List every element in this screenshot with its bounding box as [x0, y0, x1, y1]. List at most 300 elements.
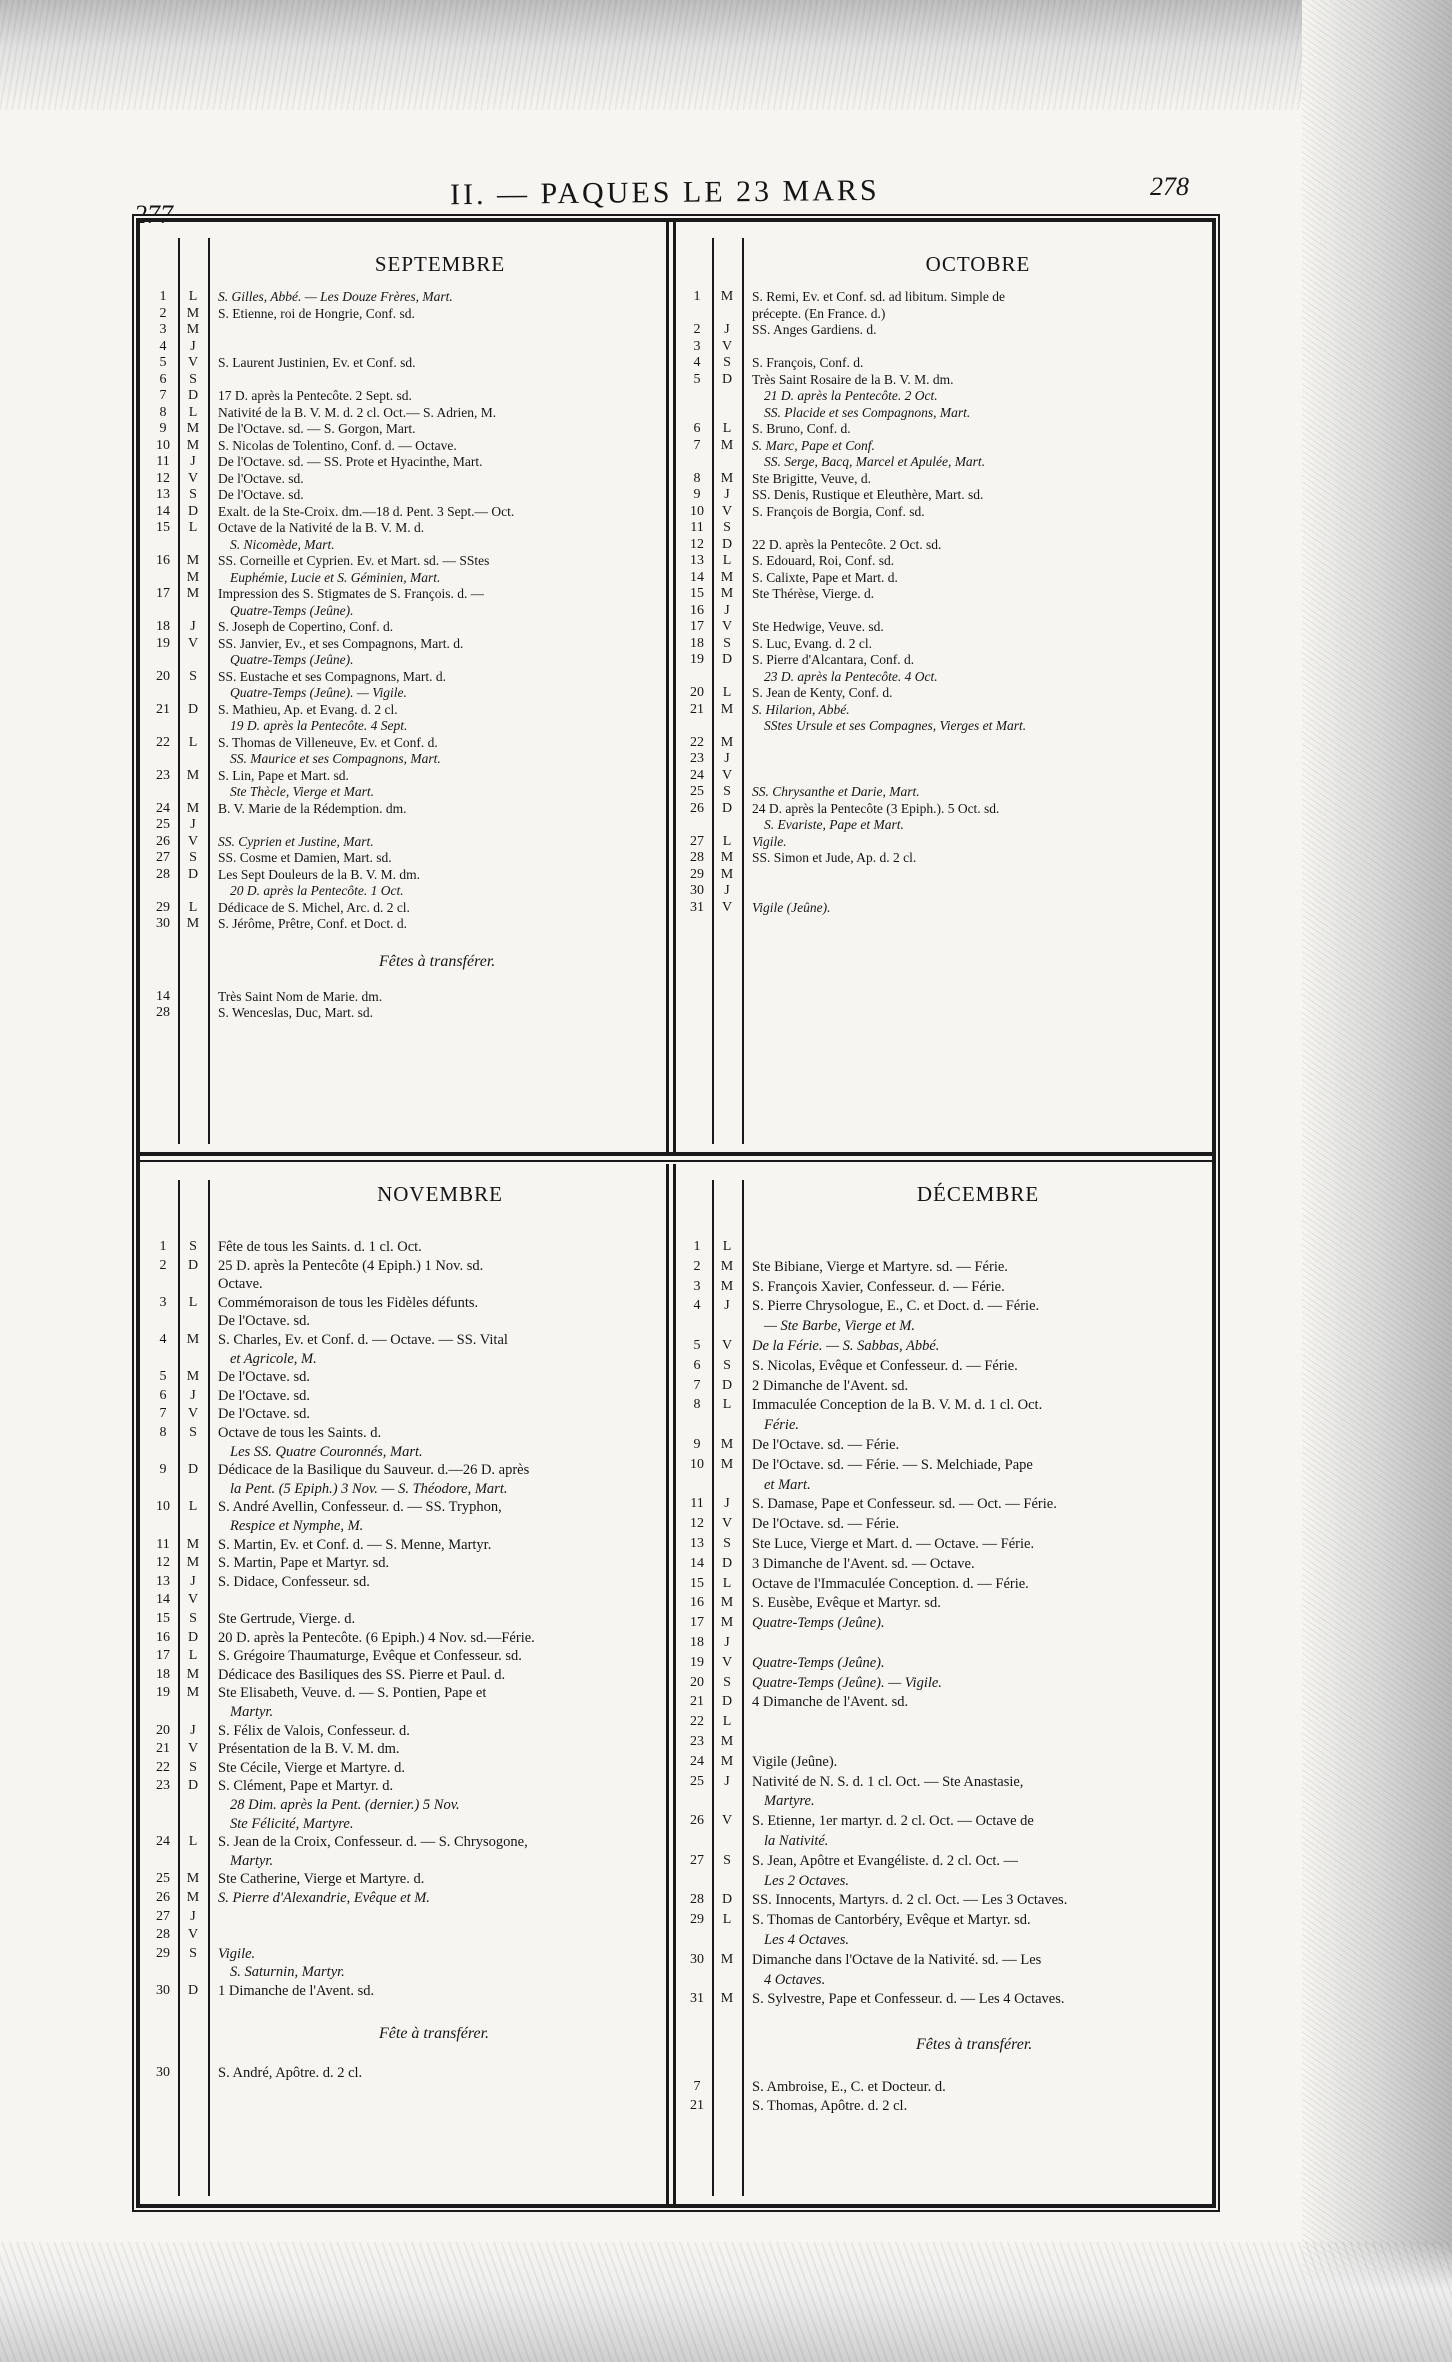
- day-number: 26: [690, 800, 704, 816]
- entry-text: 4 Octaves.: [764, 1972, 826, 1987]
- entry-text: Très Saint Rosaire de la B. V. M. dm.: [752, 372, 954, 387]
- calendar-entry: [674, 1577, 1212, 1597]
- entry-text: S. Evariste, Pape et Mart.: [764, 818, 904, 832]
- entry-text: Dédicace des Basiliques des SS. Pierre et Paul. d.: [218, 1667, 506, 1682]
- month-panel-decembre: [674, 1164, 1212, 2204]
- month-panel-octobre: [674, 222, 1212, 1152]
- entry-text: S. Wenceslas, Duc, Mart. sd.: [218, 1005, 374, 1021]
- calendar-entry: [140, 521, 670, 538]
- calendar-entry: [140, 1984, 670, 2003]
- weekday-letter: V: [721, 338, 733, 354]
- calendar-entry: [140, 1593, 670, 1612]
- entry-text: S. Marc, Pape et Conf.: [752, 438, 875, 453]
- calendar-entry: [674, 1418, 1212, 1438]
- day-number: 7: [693, 2078, 701, 2094]
- day-number: 13: [156, 1573, 170, 1589]
- entry-text: De l'Octave. sd. — Férie. — S. Melchiade, Pape: [752, 1457, 1033, 1472]
- entry-text: S. Bruno, Conf. d.: [752, 422, 851, 436]
- entry-text: Octave.: [218, 1277, 263, 1292]
- weekday-letter: D: [187, 866, 199, 882]
- weekday-letter: L: [722, 421, 732, 436]
- day-number: 14: [156, 503, 170, 519]
- day-number: 30: [690, 1951, 704, 1967]
- calendar-entry: [140, 373, 670, 390]
- entry-text: Quatre-Temps (Jeûne). — Vigile.: [752, 1675, 942, 1690]
- weekday-letter: M: [186, 1890, 200, 1905]
- weekday-letter: D: [721, 371, 733, 387]
- day-number: 19: [156, 635, 170, 651]
- calendar-frame: [136, 218, 1216, 2208]
- weekday-letter: J: [190, 454, 196, 469]
- entry-text: 22 D. après la Pentecôte. 2 Oct. sd.: [752, 537, 942, 552]
- weekday-letter: D: [721, 1555, 733, 1571]
- day-number: 15: [156, 520, 170, 535]
- entry-text: SStes Ursule et ses Compagnes, Vierges et Mart.: [764, 719, 1027, 733]
- entry-text: S. Laurent Justinien, Ev. et Conf. sd.: [218, 356, 416, 370]
- calendar-entry: [674, 290, 1212, 307]
- entry-text: Commémoraison de tous les Fidèles défunts.: [218, 1295, 479, 1310]
- day-number: 2: [693, 1258, 701, 1274]
- day-number: 3: [159, 322, 167, 337]
- entry-text: 25 D. après la Pentecôte (4 Epiph.) 1 Nov. sd.: [218, 1258, 484, 1273]
- day-number: 21: [156, 1741, 170, 1757]
- weekday-letter: L: [722, 833, 732, 849]
- calendar-entry: [140, 290, 670, 307]
- calendar-entry: [674, 802, 1212, 819]
- day-number: 15: [690, 586, 704, 601]
- calendar-entry: [140, 1835, 670, 1854]
- day-number: 22: [156, 1759, 170, 1775]
- day-number: 26: [156, 1890, 170, 1905]
- day-number: 4: [693, 355, 701, 370]
- calendar-entry: [674, 1874, 1212, 1894]
- calendar-entry: [674, 719, 1212, 736]
- calendar-entry: [140, 901, 670, 918]
- entry-text: S. Sylvestre, Pape et Confesseur. d. — Les 4 Octaves.: [752, 1992, 1065, 2007]
- section-divider-thin: [140, 1160, 1212, 1162]
- day-number: 27: [690, 833, 704, 849]
- entry-text: S. Pierre d'Alcantara, Conf. d.: [752, 653, 915, 667]
- calendar-entry: [140, 1854, 670, 1873]
- weekday-letter: S: [189, 1239, 197, 1254]
- day-number: 14: [690, 1555, 704, 1571]
- weekday-letter: J: [190, 338, 196, 354]
- entry-text: S. Edouard, Roi, Conf. sd.: [752, 554, 895, 568]
- entry-text: précepte. (En France. d.): [752, 306, 886, 321]
- day-number: 1: [159, 1239, 167, 1254]
- day-number: 8: [159, 1425, 167, 1440]
- calendar-entry: [140, 1333, 670, 1352]
- entry-text: et Mart.: [764, 1477, 811, 1492]
- month-title: SEPTEMBRE: [374, 252, 506, 276]
- calendar-entry: [140, 604, 670, 621]
- weekday-letter: L: [188, 289, 198, 304]
- entry-text: S. Martin, Ev. et Conf. d. — S. Menne, Martyr.: [218, 1537, 492, 1552]
- weekday-letter: M: [186, 1666, 200, 1682]
- weekday-letter: D: [721, 1377, 733, 1393]
- entry-text: 23 D. après la Pentecôte. 4 Oct.: [764, 669, 938, 684]
- entry-text: Nativité de N. S. d. 1 cl. Oct. — Ste Anastasie,: [752, 1774, 1024, 1789]
- calendar-entry: [674, 703, 1212, 720]
- calendar-entry: [140, 554, 670, 571]
- calendar-entry: [674, 1755, 1212, 1775]
- calendar-entry: [140, 389, 670, 406]
- entry-text: De l'Octave. sd.: [218, 471, 304, 486]
- day-number: 24: [690, 1753, 704, 1769]
- weekday-letter: V: [721, 1654, 733, 1670]
- calendar-entry: [140, 1668, 670, 1687]
- entry-text: 21 D. après la Pentecôte. 2 Oct.: [764, 389, 938, 403]
- entry-text: S. Ambroise, E., C. et Docteur. d.: [752, 2078, 946, 2095]
- calendar-entry: [140, 307, 670, 324]
- calendar-entry: [674, 1339, 1212, 1359]
- calendar-entry: [140, 1649, 670, 1668]
- day-number: 21: [690, 1694, 704, 1710]
- weekday-letter: S: [189, 850, 197, 865]
- calendar-entry: [140, 455, 670, 472]
- calendar-entry: [674, 1616, 1212, 1636]
- weekday-letter: J: [724, 602, 730, 618]
- calendar-entry: [140, 1556, 670, 1575]
- weekday-letter: L: [188, 734, 198, 750]
- weekday-letter: V: [721, 619, 733, 634]
- day-number: 28: [156, 1005, 170, 1021]
- calendar-entry: [674, 670, 1212, 687]
- day-number: 25: [156, 1871, 170, 1887]
- weekday-letter: L: [722, 1714, 732, 1730]
- weekday-letter: M: [720, 1278, 734, 1294]
- entry-text: De l'Octave. sd.: [218, 1314, 310, 1329]
- entry-text: Vigile (Jeûne).: [752, 900, 831, 915]
- day-number: 10: [156, 1499, 170, 1515]
- weekday-letter: V: [187, 635, 199, 651]
- weekday-letter: L: [188, 404, 198, 420]
- calendar-entry: [674, 1319, 1212, 1339]
- calendar-entry: [140, 703, 670, 720]
- transfer-entry: [674, 2099, 1212, 2119]
- calendar-entry: [140, 719, 670, 736]
- calendar-entry: [140, 1686, 670, 1705]
- entry-text: SS. Janvier, Ev., et ses Compagnons, Mart. d.: [218, 636, 464, 651]
- calendar-entry: [674, 1438, 1212, 1458]
- day-number: 3: [693, 1278, 701, 1294]
- weekday-letter: L: [722, 1239, 732, 1254]
- weekday-letter: V: [721, 767, 733, 783]
- entry-text: S. Etienne, roi de Hongrie, Conf. sd.: [218, 306, 415, 321]
- weekday-letter: V: [721, 899, 733, 915]
- calendar-entry: [674, 455, 1212, 472]
- entry-text: 4 Dimanche de l'Avent. sd.: [752, 1695, 909, 1710]
- day-number: 18: [690, 635, 704, 651]
- entry-text: Ste Cécile, Vierge et Martyre. d.: [218, 1760, 406, 1775]
- day-number: 7: [693, 437, 701, 453]
- entry-text: 24 D. après la Pentecôte (3 Epiph.). 5 Oct. sd.: [752, 801, 1000, 816]
- calendar-entry: [674, 521, 1212, 538]
- day-number: 28: [690, 850, 704, 865]
- day-number: 1: [693, 289, 701, 304]
- entry-text: Les Sept Douleurs de la B. V. M. dm.: [218, 867, 420, 882]
- day-number: 14: [156, 988, 170, 1004]
- day-number: 3: [693, 338, 701, 354]
- weekday-letter: S: [723, 1852, 731, 1868]
- calendar-entry: [140, 356, 670, 373]
- entry-text: S. Jean, Apôtre et Evangéliste. d. 2 cl. Oct. —: [752, 1853, 1019, 1868]
- day-number: 4: [693, 1298, 701, 1314]
- calendar-entry: [674, 1913, 1212, 1933]
- transfer-heading: Fêtes à transférer.: [916, 2035, 1033, 2053]
- calendar-entry: [140, 1798, 670, 1817]
- calendar-entry: [674, 1775, 1212, 1795]
- day-number: 19: [690, 1654, 704, 1670]
- day-number: 29: [690, 1912, 704, 1928]
- calendar-entry: [140, 1779, 670, 1798]
- day-number: 17: [690, 1615, 704, 1631]
- day-number: 16: [690, 602, 704, 618]
- entry-text: SS. Eustache et ses Compagnons, Mart. d.: [218, 669, 446, 684]
- day-number: 24: [156, 800, 170, 816]
- weekday-letter: J: [190, 817, 196, 832]
- calendar-entry: [674, 1497, 1212, 1517]
- calendar-entry: [674, 851, 1212, 868]
- calendar-entry: [674, 571, 1212, 588]
- calendar-entry: [140, 587, 670, 604]
- entry-text: S. Saturnin, Martyr.: [230, 1965, 345, 1980]
- calendar-entry: [674, 1537, 1212, 1557]
- weekday-letter: D: [187, 1983, 199, 1998]
- day-number: 13: [690, 553, 704, 568]
- entry-text: SS. Innocents, Martyrs. d. 2 cl. Oct. — Les 3 Octaves.: [752, 1893, 1068, 1908]
- calendar-entry: [674, 587, 1212, 604]
- entry-text: De l'Octave. sd.: [218, 1370, 310, 1385]
- weekday-letter: D: [187, 1778, 199, 1794]
- calendar-entry: [674, 1794, 1212, 1814]
- day-number: 12: [156, 1555, 170, 1571]
- calendar-entry: [140, 1296, 670, 1315]
- entry-text: De l'Octave. sd. — Férie.: [752, 1438, 900, 1452]
- day-number: 2: [159, 1257, 167, 1273]
- day-number: 3: [159, 1294, 167, 1310]
- day-number: 21: [690, 701, 704, 717]
- day-number: 5: [693, 371, 701, 387]
- calendar-entry: [674, 752, 1212, 769]
- weekday-letter: S: [723, 1674, 731, 1690]
- weekday-letter: M: [720, 470, 734, 486]
- weekday-letter: J: [190, 1722, 196, 1738]
- day-number: 15: [690, 1575, 704, 1591]
- calendar-entry: [674, 1834, 1212, 1854]
- day-number: 9: [693, 1437, 701, 1452]
- transfer-heading: Fêtes à transférer.: [379, 953, 496, 971]
- calendar-entry: [140, 1965, 670, 1984]
- entry-text: S. Jean de Kenty, Conf. d.: [752, 686, 893, 700]
- entry-text: Les 4 Octaves.: [764, 1933, 849, 1947]
- calendar-entry: [140, 1259, 670, 1278]
- calendar-entry: [140, 1575, 670, 1594]
- calendar-entry: [674, 472, 1212, 489]
- weekday-letter: L: [188, 1834, 198, 1850]
- day-number: 30: [690, 883, 704, 898]
- weekday-letter: V: [721, 1516, 733, 1532]
- calendar-entry: [140, 1240, 670, 1259]
- day-number: 18: [690, 1635, 704, 1650]
- day-number: 30: [156, 916, 170, 931]
- calendar-entry: [140, 1463, 670, 1482]
- entry-text: SS. Cyprien et Justine, Mart.: [218, 834, 374, 849]
- entry-text: Ste Thérèse, Vierge. d.: [752, 587, 875, 601]
- weekday-letter: S: [723, 635, 731, 651]
- calendar-entry: [674, 1636, 1212, 1656]
- entry-text: S. François de Borgia, Conf. sd.: [752, 504, 925, 519]
- entry-text: Immaculée Conception de la B. V. M. d. 1 cl. Oct.: [752, 1398, 1043, 1413]
- entry-text: Impression des S. Stigmates de S. François. d. —: [218, 587, 485, 601]
- day-number: 20: [690, 685, 704, 700]
- calendar-entry: [674, 1379, 1212, 1399]
- entry-text: Vigile (Jeûne).: [752, 1754, 838, 1769]
- weekday-letter: M: [720, 866, 734, 882]
- entry-text: Quatre-Temps (Jeûne).: [230, 603, 354, 618]
- calendar-entry: [674, 818, 1212, 835]
- entry-text: S. Hilarion, Abbé.: [752, 702, 850, 717]
- day-number: 28: [156, 1927, 170, 1943]
- day-number: 22: [156, 734, 170, 750]
- entry-text: S. Jean de la Croix, Confesseur. d. — S. Chrysogone,: [218, 1835, 528, 1850]
- calendar-entry: [140, 835, 670, 852]
- entry-text: SS. Maurice et ses Compagnons, Mart.: [230, 752, 441, 766]
- entry-text: S. Eusèbe, Evêque et Martyr. sd.: [752, 1596, 941, 1611]
- day-number: 16: [690, 1595, 704, 1611]
- day-number: 13: [156, 487, 170, 502]
- day-number: 4: [159, 1332, 167, 1347]
- calendar-entry: [140, 1426, 670, 1445]
- day-number: 28: [156, 866, 170, 882]
- calendar-entry: [140, 637, 670, 654]
- calendar-entry: [140, 488, 670, 505]
- transfer-entry: [140, 2066, 670, 2085]
- day-number: 24: [156, 1834, 170, 1850]
- entry-text: S. Pierre Chrysologue, E., C. et Doct. d. — Férie.: [752, 1299, 1040, 1314]
- calendar-entry: [140, 868, 670, 885]
- day-number: 16: [156, 553, 170, 568]
- entry-text: Les 2 Octaves.: [764, 1873, 849, 1888]
- weekday-letter: D: [187, 388, 199, 403]
- entry-text: Octave de tous les Saints. d.: [218, 1426, 382, 1440]
- entry-text: S. Nicolas, Evêque et Confesseur. d. — Férie.: [752, 1358, 1018, 1373]
- calendar-entry: [140, 769, 670, 786]
- entry-text: S. Charles, Ev. et Conf. d. — Octave. — SS. Vital: [218, 1333, 508, 1347]
- weekday-letter: M: [720, 701, 734, 717]
- weekday-letter: M: [186, 1555, 200, 1571]
- day-number: 10: [156, 437, 170, 453]
- calendar-entry: [674, 835, 1212, 852]
- weekday-letter: S: [189, 487, 197, 502]
- entry-text: Ste Brigitte, Veuve, d.: [752, 471, 871, 486]
- entry-text: SS. Anges Gardiens. d.: [752, 323, 877, 337]
- day-number: 19: [156, 1685, 170, 1701]
- weekday-letter: M: [186, 421, 200, 436]
- scan-noise-right: [1302, 0, 1452, 2362]
- entry-text: Martyr.: [230, 1705, 274, 1719]
- entry-text: SS. Chrysanthe et Darie, Mart.: [752, 785, 920, 799]
- day-number: 9: [159, 421, 167, 436]
- calendar-entry: [140, 538, 670, 555]
- day-number: 23: [156, 1778, 170, 1794]
- entry-text: Ste Hedwige, Veuve. sd.: [752, 620, 884, 634]
- entry-text: Vigile.: [218, 1946, 256, 1961]
- calendar-entry: [140, 1482, 670, 1501]
- weekday-letter: L: [722, 553, 732, 568]
- calendar-entry: [140, 1445, 670, 1464]
- entry-text: — Ste Barbe, Vierge et M.: [764, 1319, 915, 1334]
- day-number: 26: [690, 1813, 704, 1829]
- calendar-entry: [140, 1724, 670, 1743]
- entry-text: S. Grégoire Thaumaturge, Evêque et Confesseur. sd.: [218, 1649, 522, 1664]
- calendar-entry: [140, 851, 670, 868]
- day-number: 20: [156, 1722, 170, 1738]
- entry-text: Très Saint Nom de Marie. dm.: [218, 988, 383, 1004]
- entry-text: Vigile.: [752, 834, 787, 849]
- weekday-letter: L: [722, 1397, 732, 1413]
- entry-text: Ste Catherine, Vierge et Martyre. d.: [218, 1872, 425, 1887]
- day-number: 19: [690, 652, 704, 667]
- entry-text: Martyr.: [230, 1853, 274, 1868]
- day-number: 8: [159, 404, 167, 420]
- entry-text: Martyre.: [764, 1794, 815, 1809]
- weekday-letter: M: [186, 800, 200, 816]
- weekday-letter: J: [724, 322, 730, 337]
- calendar-entry: [140, 752, 670, 769]
- entry-text: S. François, Conf. d.: [752, 356, 864, 370]
- calendar-entry: [140, 1389, 670, 1408]
- entry-text: 20 D. après la Pentecôte. (6 Epiph.) 4 Nov. sd.—Férie.: [218, 1630, 535, 1645]
- calendar-entry: [140, 1910, 670, 1929]
- calendar-entry: [674, 1458, 1212, 1478]
- calendar-entry: [674, 637, 1212, 654]
- weekday-letter: L: [722, 1912, 732, 1928]
- entry-text: S. Lin, Pape et Mart. sd.: [218, 768, 349, 783]
- day-number: 27: [690, 1852, 704, 1868]
- entry-text: Quatre-Temps (Jeûne).: [752, 1655, 885, 1670]
- entry-text: De l'Octave. sd.: [218, 1407, 310, 1422]
- calendar-entry: [140, 802, 670, 819]
- calendar-entry: [674, 1854, 1212, 1874]
- weekday-letter: D: [187, 1629, 199, 1645]
- page-number-left: 277: [134, 200, 173, 229]
- day-number: 6: [693, 1357, 701, 1373]
- calendar-entry: [674, 1557, 1212, 1577]
- entry-text: De l'Octave. sd.: [218, 488, 304, 502]
- day-number: 17: [156, 586, 170, 601]
- entry-text: S. François Xavier, Confesseur. d. — Férie.: [752, 1279, 1005, 1294]
- day-number: 14: [156, 1592, 170, 1608]
- weekday-letter: M: [720, 1456, 734, 1472]
- calendar-entry: [140, 785, 670, 802]
- day-number: 23: [690, 1734, 704, 1749]
- calendar-entry: [674, 406, 1212, 423]
- calendar-entry: [674, 1656, 1212, 1676]
- weekday-letter: L: [188, 520, 198, 535]
- weekday-letter: M: [186, 437, 200, 453]
- weekday-letter: S: [189, 1425, 197, 1440]
- entry-text: De la Férie. — S. Sabbas, Abbé.: [752, 1339, 940, 1353]
- day-number: 7: [159, 388, 167, 403]
- day-number: 17: [156, 1648, 170, 1664]
- day-number: 9: [159, 1462, 167, 1478]
- month-title: OCTOBRE: [925, 252, 1031, 276]
- weekday-letter: V: [721, 1338, 733, 1353]
- entry-text: S. Calixte, Pape et Mart. d.: [752, 570, 898, 585]
- weekday-letter: M: [186, 553, 200, 568]
- weekday-letter: J: [724, 883, 730, 898]
